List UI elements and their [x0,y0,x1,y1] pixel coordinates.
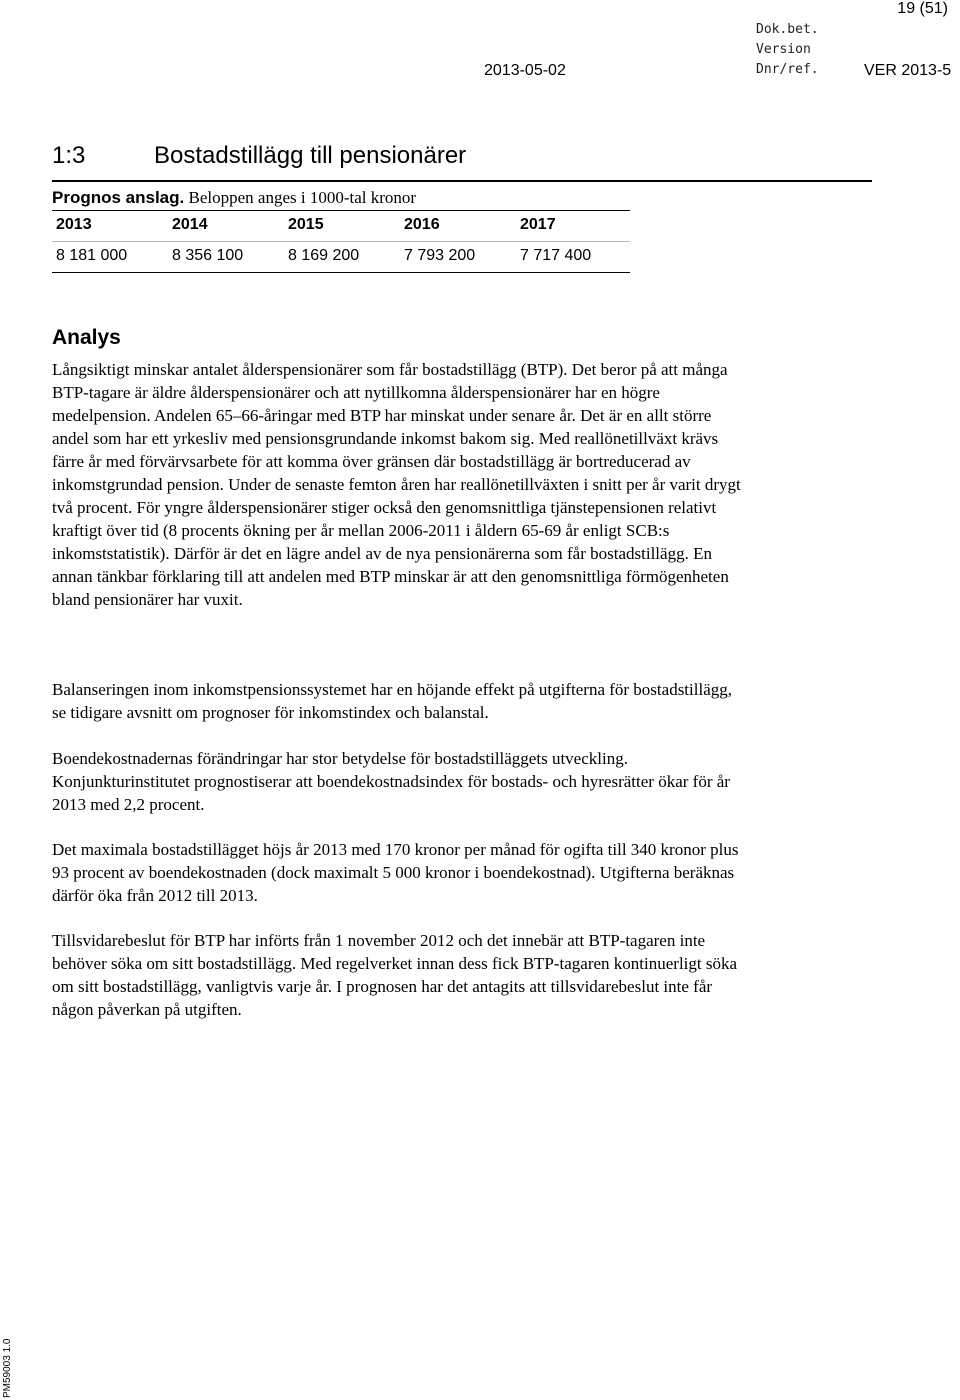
amount-cell: 8 181 000 [56,247,128,264]
year-cell: 2013 [56,216,92,233]
forecast-caption [52,188,416,208]
year-cell: 2017 [520,216,556,233]
doc-designation-label: Dok.bet. [756,22,819,37]
year-cell: 2016 [404,216,440,233]
amount-cell: 8 169 200 [288,247,360,264]
analysis-paragraph: Långsiktigt minskar antalet ålderspensionärer som får bostadstillägg (BTP). Det beror på att många BTP-tagare är äldre ålderspensionärer och att nytillkomna ålderspensionärer har en högre medelpension. Andelen 65–66-åringar med BTP har minskat under senare år. Det är en allt större andel som har ett yrkesliv med pensionsgrundande inkomst bakom sig. Med reallönetillväxt krävs färre år med förvärvsarbete för att komma över gränsen där bostadstillägg är bortreducerad av inkomstgrundad pension. Under de senaste femton åren har reallönetillväxten i snitt per år varit drygt två procent. För yngre ålderspensionärer stiger också den genomsnittliga tjänstepensionen relativt kraftigt över tid (8 procents ökning per år mellan 2006-2011 i åldern 65-69 år enligt SCB:s inkomststatistik). Därför är det en lägre andel av de nya pensionärerna som får bostadstillägg. En annan tänkbar förklaring till att andelen med BTP minskar är att den genomsnittliga förmögenheten bland pensionärer har vuxit. [52,360,741,609]
form-code: PM59003 1.0 [2,1338,13,1398]
year-cell: 2014 [172,216,208,233]
amount-cell: 7 717 400 [520,247,592,264]
document-date: 2013-05-02 [484,62,566,79]
amount-cell: 8 356 100 [172,247,244,264]
forecast-table-values [52,242,630,272]
forecast-table-header [52,211,630,242]
analysis-paragraph: Balanseringen inom inkomstpensionssystemet har en höjande effekt på utgifterna för bostadstillägg, se tidigare avsnitt om prognoser för inkomstindex och balanstal. [52,680,732,722]
forecast-table [52,210,630,273]
forecast-caption-text: Beloppen anges i 1000-tal kronor [184,188,417,207]
version-label: Version [756,42,811,57]
version-value: VER 2013-5 [864,62,952,79]
section-title-row [52,142,872,182]
forecast-caption-bold: Prognos anslag. [52,188,185,207]
analysis-heading: Analys [52,326,121,349]
section-title: Bostadstillägg till pensionärer [154,142,467,169]
analysis-paragraph: Det maximala bostadstillägget höjs år 2013 med 170 kronor per månad för ogifta till 340 kronor plus 93 procent av boendekostnaden (dock maximalt 5 000 kronor i boendekostnad). Utgifterna beräknas därför öka från 2012 till 2013. [52,840,739,905]
dnr-label: Dnr/ref. [756,62,819,77]
page-number: 19 (51) [897,0,948,17]
year-cell: 2015 [288,216,324,233]
section-number: 1:3 [52,142,86,169]
amount-cell: 7 793 200 [404,247,476,264]
analysis-paragraph: Boendekostnadernas förändringar har stor betydelse för bostadstilläggets utveckling. Konjunkturinstitutet prognostiserar att boendekostnadsindex för bostads- och hyresrätter ökar för år 2013 med 2,2 procent. [52,749,730,814]
analysis-paragraph: Tillsvidarebeslut för BTP har införts från 1 november 2012 och det innebär att BTP-tagaren inte behöver söka om sitt bostadstillägg. Med regelverket innan dess fick BTP-tagaren kontinuerligt söka om sitt bostadstillägg, vanligtvis varje år. I prognosen har det antagits att tillsvidarebeslut inte får någon påverkan på utgiften. [52,931,738,1019]
